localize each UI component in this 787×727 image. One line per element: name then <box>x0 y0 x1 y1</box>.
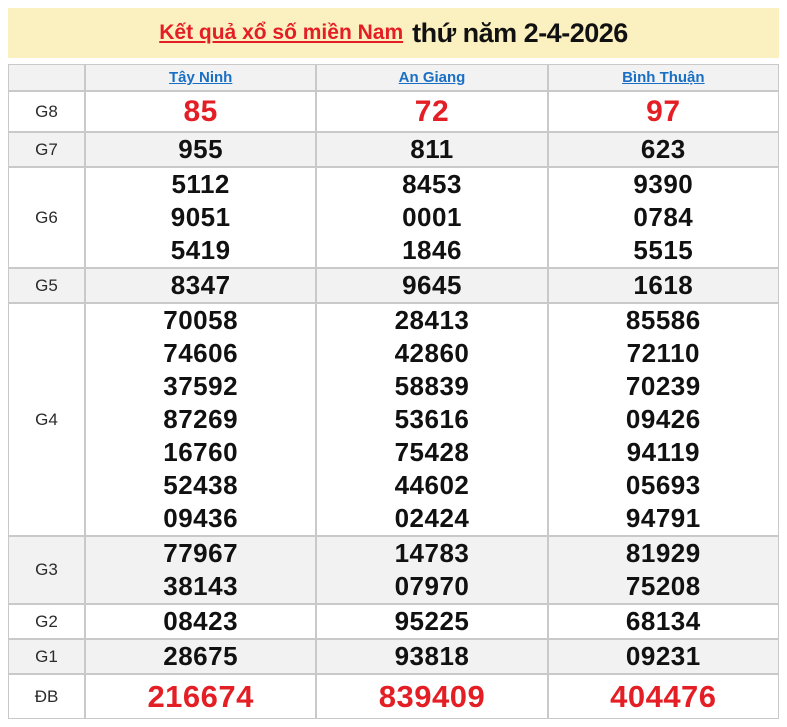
province-header-binh-thuan <box>548 64 779 91</box>
prize-cell <box>85 674 316 719</box>
prize-number: 02424 <box>394 503 470 533</box>
prize-number: 85586 <box>625 305 701 335</box>
prize-cell <box>548 536 779 604</box>
prize-number: 9390 <box>633 169 694 199</box>
prize-number: 09436 <box>163 503 239 533</box>
prize-number: 58839 <box>394 371 470 401</box>
result-date-text: thứ năm 2-4-2026 <box>412 17 628 48</box>
prize-cell <box>316 674 547 719</box>
prize-number: 1846 <box>402 235 462 265</box>
province-header-tay-ninh <box>85 64 316 91</box>
prize-cell <box>548 167 779 268</box>
prize-number: 70239 <box>625 371 701 401</box>
prize-number: 216674 <box>147 679 254 714</box>
prize-cell <box>316 303 547 536</box>
prize-row-g3 <box>8 536 779 604</box>
prize-cell <box>85 639 316 674</box>
prize-number: 8347 <box>170 270 231 300</box>
prize-number: 09426 <box>625 404 701 434</box>
prize-number: 94119 <box>626 437 701 467</box>
prize-number: 72110 <box>626 338 701 368</box>
prize-number: 44602 <box>394 470 470 500</box>
prize-cell <box>548 604 779 639</box>
prize-cell <box>548 674 779 719</box>
prize-number: 9645 <box>402 270 462 300</box>
prize-cell <box>548 639 779 674</box>
prize-number: 38143 <box>163 571 239 601</box>
prize-number: 839409 <box>378 679 486 714</box>
page-banner <box>8 8 779 58</box>
result-title-link[interactable]: Kết quả xổ số miền Nam <box>159 21 404 44</box>
prize-number: 09231 <box>625 641 701 671</box>
prize-cell <box>85 132 316 167</box>
prize-number: 97 <box>646 95 681 128</box>
prize-number: 53616 <box>394 404 470 434</box>
prize-label: G8 <box>8 91 85 132</box>
prize-number: 5112 <box>171 169 230 199</box>
prize-label: G3 <box>8 536 85 604</box>
prize-number: 72 <box>414 95 450 128</box>
prize-label: G6 <box>8 167 85 268</box>
prize-label: G1 <box>8 639 85 674</box>
corner-cell <box>8 64 85 91</box>
prize-number: 5515 <box>633 235 694 265</box>
prize-number: 42860 <box>394 338 470 368</box>
prize-number: 16760 <box>163 437 239 467</box>
prize-number: 05693 <box>625 470 701 500</box>
province-header-row <box>8 64 779 91</box>
prize-row-g5 <box>8 268 779 303</box>
prize-number: 1618 <box>633 270 694 300</box>
prize-cell <box>548 303 779 536</box>
prize-cell <box>316 132 547 167</box>
prize-number: 07970 <box>394 571 470 601</box>
prize-number: 94791 <box>625 503 701 533</box>
prize-number: 955 <box>178 134 224 164</box>
prize-row-g8 <box>8 91 779 132</box>
prize-number: 9051 <box>170 202 231 232</box>
province-link-tay-ninh[interactable]: Tây Ninh <box>168 69 233 86</box>
prize-row-g4 <box>8 303 779 536</box>
prize-cell <box>316 639 547 674</box>
prize-number: 70058 <box>163 305 239 335</box>
prize-number: 8453 <box>402 169 462 199</box>
prize-number: 85 <box>183 95 218 128</box>
prize-label: G4 <box>8 303 85 536</box>
prize-number: 5419 <box>170 235 231 265</box>
prize-cell <box>548 132 779 167</box>
prize-cell <box>85 268 316 303</box>
prize-number: 28413 <box>394 305 470 335</box>
prize-number: 0001 <box>402 202 462 232</box>
prize-number: 623 <box>640 134 686 164</box>
prize-number: 75428 <box>394 437 470 467</box>
prize-number: 14783 <box>394 538 470 568</box>
prize-number: 404476 <box>610 679 717 714</box>
prize-row-đb <box>8 674 779 719</box>
prize-number: 77967 <box>163 538 239 568</box>
prize-cell <box>85 167 316 268</box>
prize-cell <box>316 536 547 604</box>
prize-label: G2 <box>8 604 85 639</box>
prize-row-g2 <box>8 604 779 639</box>
prize-cell <box>316 91 547 132</box>
prize-number: 0784 <box>633 202 694 232</box>
prize-cell <box>548 268 779 303</box>
prize-cell <box>85 604 316 639</box>
prize-cell <box>316 604 547 639</box>
prize-row-g6 <box>8 167 779 268</box>
prize-number: 68134 <box>625 606 701 636</box>
prize-cell <box>85 536 316 604</box>
prize-number: 75208 <box>625 571 701 601</box>
province-link-an-giang[interactable]: An Giang <box>398 69 466 86</box>
prize-number: 74606 <box>163 338 239 368</box>
prize-row-g1 <box>8 639 779 674</box>
prize-number: 93818 <box>394 641 470 671</box>
prize-number: 81929 <box>625 538 701 568</box>
province-header-an-giang <box>316 64 547 91</box>
prize-row-g7 <box>8 132 779 167</box>
prize-number: 95225 <box>394 606 470 636</box>
prize-number: 87269 <box>163 404 239 434</box>
results-table <box>8 64 779 719</box>
prize-cell <box>316 167 547 268</box>
prize-label: G7 <box>8 132 85 167</box>
prize-cell <box>85 91 316 132</box>
prize-cell <box>548 91 779 132</box>
prize-cell <box>85 303 316 536</box>
prize-number: 37592 <box>163 371 239 401</box>
prize-cell <box>316 268 547 303</box>
province-link-binh-thuan[interactable]: Bình Thuận <box>622 69 705 86</box>
prize-number: 28675 <box>163 641 239 671</box>
prize-number: 08423 <box>163 606 239 636</box>
prize-number: 52438 <box>163 470 239 500</box>
prize-number: 811 <box>410 134 454 164</box>
prize-label: ĐB <box>8 674 85 719</box>
prize-label: G5 <box>8 268 85 303</box>
